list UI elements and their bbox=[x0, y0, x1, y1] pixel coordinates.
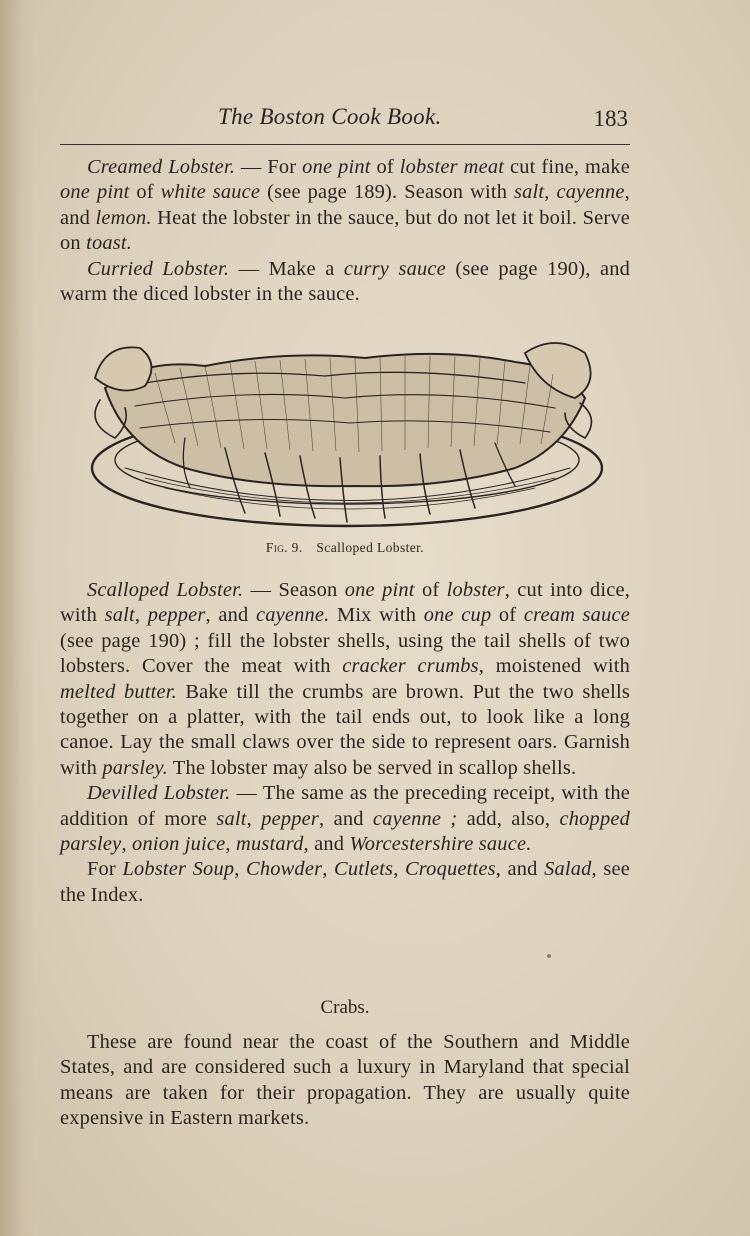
figure-number: Fig. 9. bbox=[265, 540, 303, 555]
text-block-bottom bbox=[60, 1030, 630, 1132]
italic-phrase: Cutlets bbox=[334, 858, 394, 881]
italic-phrase: cayenne bbox=[556, 181, 625, 204]
italic-phrase: Chowder bbox=[246, 858, 323, 881]
text-run: — For bbox=[235, 156, 303, 178]
italic-phrase: parsley. bbox=[102, 756, 168, 779]
italic-phrase: Lobster Soup bbox=[122, 858, 235, 881]
text-run: Mix with bbox=[329, 604, 424, 627]
text-run: of bbox=[491, 604, 524, 627]
italic-phrase: lemon. bbox=[95, 206, 152, 229]
text-block-top bbox=[60, 155, 630, 307]
figure-caption bbox=[0, 540, 690, 556]
text-run: (see page 190), and warm the diced lobster in the sauce. bbox=[60, 257, 631, 306]
page-gutter-shadow bbox=[0, 0, 36, 1236]
paragraph bbox=[60, 257, 630, 308]
text-run: The lobster may also be served in scallop shells. bbox=[167, 756, 577, 779]
italic-phrase: Croquettes bbox=[405, 858, 496, 881]
italic-phrase: cracker crumbs bbox=[342, 655, 479, 678]
text-run: , bbox=[544, 181, 557, 204]
text-run: , and bbox=[303, 833, 350, 856]
text-run: , bbox=[121, 833, 133, 856]
italic-phrase: onion juice bbox=[132, 833, 226, 856]
text-run: For bbox=[87, 858, 123, 881]
section-heading-crabs: Crabs. bbox=[320, 997, 370, 1018]
italic-phrase: salt bbox=[104, 604, 135, 627]
paper-speck bbox=[547, 954, 551, 958]
figure-caption-text: Scalloped Lobster. bbox=[316, 540, 425, 555]
text-block-middle bbox=[60, 578, 630, 908]
italic-phrase: one cup bbox=[423, 604, 492, 627]
italic-phrase: cream sauce bbox=[523, 604, 630, 627]
text-run: Heat the lobster in the sauce, but do not let it boil. Serve on bbox=[60, 206, 630, 255]
text-run: of bbox=[414, 579, 447, 601]
italic-phrase: one pint bbox=[344, 579, 415, 601]
italic-phrase: lobster bbox=[446, 579, 505, 601]
paragraph bbox=[60, 1030, 630, 1132]
running-title: The Boston Cook Book. bbox=[218, 104, 442, 129]
text-run: , and bbox=[205, 604, 256, 627]
text-run: , and bbox=[60, 181, 630, 229]
italic-phrase: Curried Lobster. bbox=[87, 257, 230, 280]
text-run: , bbox=[322, 858, 335, 881]
text-run: (see page 189). Season with bbox=[260, 181, 515, 204]
italic-phrase: salt bbox=[216, 807, 247, 830]
italic-phrase: Scalloped Lobster. bbox=[87, 579, 244, 601]
text-run: — Make a bbox=[229, 257, 344, 280]
paragraph bbox=[60, 857, 630, 908]
italic-phrase: chopped parsley bbox=[60, 807, 630, 856]
italic-phrase: mustard bbox=[236, 833, 304, 856]
italic-phrase: white sauce bbox=[160, 181, 261, 204]
italic-phrase: Devilled Lobster. bbox=[87, 782, 231, 805]
header-rule bbox=[60, 144, 630, 145]
text-run: , and bbox=[319, 807, 373, 830]
text-run: — Season bbox=[243, 579, 345, 601]
italic-phrase: one pint bbox=[302, 156, 371, 178]
italic-phrase: one pint bbox=[60, 181, 130, 204]
text-run: , bbox=[134, 604, 148, 627]
text-run: , bbox=[225, 833, 237, 856]
text-run: of bbox=[370, 156, 400, 178]
page-number: 183 bbox=[593, 106, 628, 131]
italic-phrase: pepper bbox=[261, 807, 320, 830]
italic-phrase: Worcestershire sauce. bbox=[349, 833, 532, 856]
lobster-claw-left bbox=[95, 347, 151, 390]
paragraph bbox=[60, 578, 630, 781]
italic-phrase: lobster meat bbox=[399, 156, 505, 178]
text-run: , bbox=[393, 858, 405, 881]
text-run: (see page 190) ; fill the lobster shells, using the tail shells of two lobsters. Cover the meat with bbox=[60, 629, 630, 678]
italic-phrase: toast. bbox=[86, 232, 133, 255]
text-run: of bbox=[129, 181, 161, 204]
text-run: , and bbox=[495, 858, 545, 881]
text-run: — The same as the preceding receipt, with the addition of more bbox=[60, 782, 630, 830]
text-run: , bbox=[234, 858, 247, 881]
text-run: , moistened with bbox=[478, 655, 631, 678]
italic-phrase: Creamed Lobster. bbox=[87, 156, 236, 178]
paragraph bbox=[60, 781, 630, 857]
text-run: , see the Index. bbox=[60, 858, 630, 906]
italic-phrase: curry sauce bbox=[343, 257, 446, 280]
text-run: cut fine, make bbox=[504, 156, 630, 178]
scalloped-lobster-illustration bbox=[85, 328, 605, 538]
italic-phrase: Salad bbox=[544, 858, 592, 881]
text-run: , cut into dice, with bbox=[60, 579, 630, 627]
italic-phrase: pepper bbox=[147, 604, 206, 627]
text-run: Bake till the crumbs are brown. Put the two shells together on a platter, with the tail ends out, to look like a long canoe. Lay the small claws over the side to represent oars. Garnish with bbox=[60, 680, 631, 779]
italic-phrase: cayenne. bbox=[255, 604, 330, 627]
paragraph bbox=[60, 155, 630, 257]
italic-phrase: melted butter. bbox=[60, 680, 177, 703]
italic-phrase: cayenne ; bbox=[372, 807, 458, 830]
text-run: These are found near the coast of the Southern and Middle States, and are considered such a luxury in Maryland that special means are taken for their propagation. They are usually quite expensive in Eastern markets. bbox=[60, 1031, 630, 1130]
text-run: , bbox=[246, 807, 262, 830]
italic-phrase: salt bbox=[514, 181, 545, 204]
running-head bbox=[60, 100, 630, 140]
text-run: add, also, bbox=[457, 807, 560, 830]
